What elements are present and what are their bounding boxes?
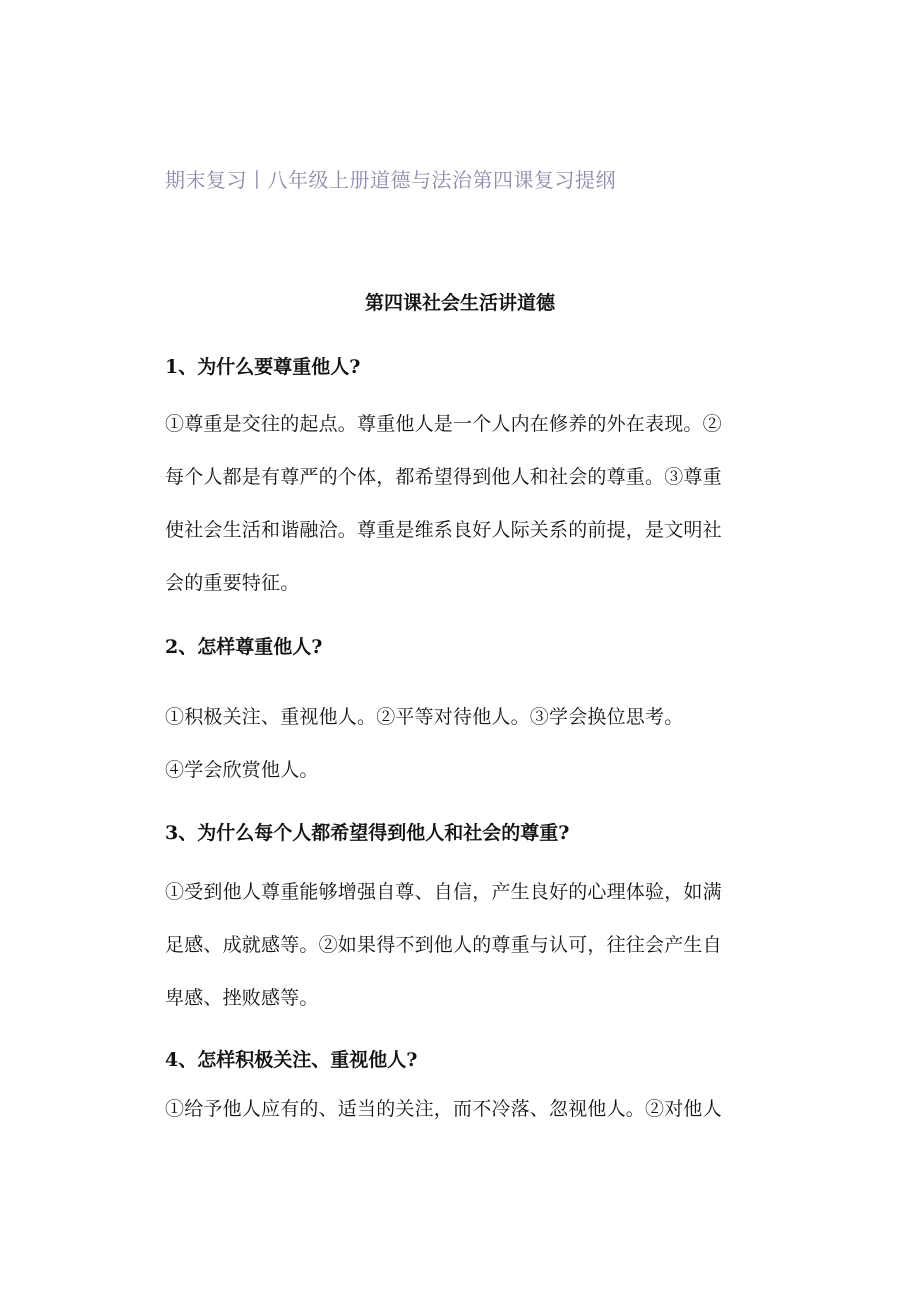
question-heading-1: 1、为什么要尊重他人? xyxy=(165,356,361,378)
lesson-heading: 第四课社会生活讲道德 xyxy=(364,292,555,314)
answer-line: ①积极关注、重视他人。②平等对待他人。③学会换位思考。 xyxy=(165,706,684,728)
answer-paragraph-2 xyxy=(165,691,755,797)
answer-paragraph-4 xyxy=(165,1083,755,1136)
answer-paragraph-1 xyxy=(165,398,755,610)
document-title: 期末复习丨八年级上册道德与法治第四课复习提纲 xyxy=(165,168,616,192)
answer-paragraph-3 xyxy=(165,866,755,1025)
answer-line: ④学会欣赏他人。 xyxy=(165,759,319,781)
question-heading-2: 2、怎样尊重他人? xyxy=(165,636,323,658)
answer-line: ①受到他人尊重能够增强自尊、自信，产生良好的心理体验，如满 xyxy=(165,881,722,903)
answer-line: ①尊重是交往的起点。尊重他人是一个人内在修养的外在表现。② xyxy=(165,413,722,435)
answer-line: 足感、成就感等。②如果得不到他人的尊重与认可，往往会产生自 xyxy=(165,934,722,956)
answer-line: 卑感、挫败感等。 xyxy=(165,987,319,1009)
question-heading-3: 3、为什么每个人都希望得到他人和社会的尊重? xyxy=(165,822,570,844)
answer-line: 使社会生活和谐融洽。尊重是维系良好人际关系的前提，是文明社 xyxy=(165,519,722,541)
question-heading-4: 4、怎样积极关注、重视他人? xyxy=(165,1049,418,1071)
answer-line: ①给予他人应有的、适当的关注，而不冷落、忽视他人。②对他人 xyxy=(165,1098,722,1120)
answer-line: 每个人都是有尊严的个体，都希望得到他人和社会的尊重。③尊重 xyxy=(165,466,722,488)
answer-line: 会的重要特征。 xyxy=(165,572,300,594)
